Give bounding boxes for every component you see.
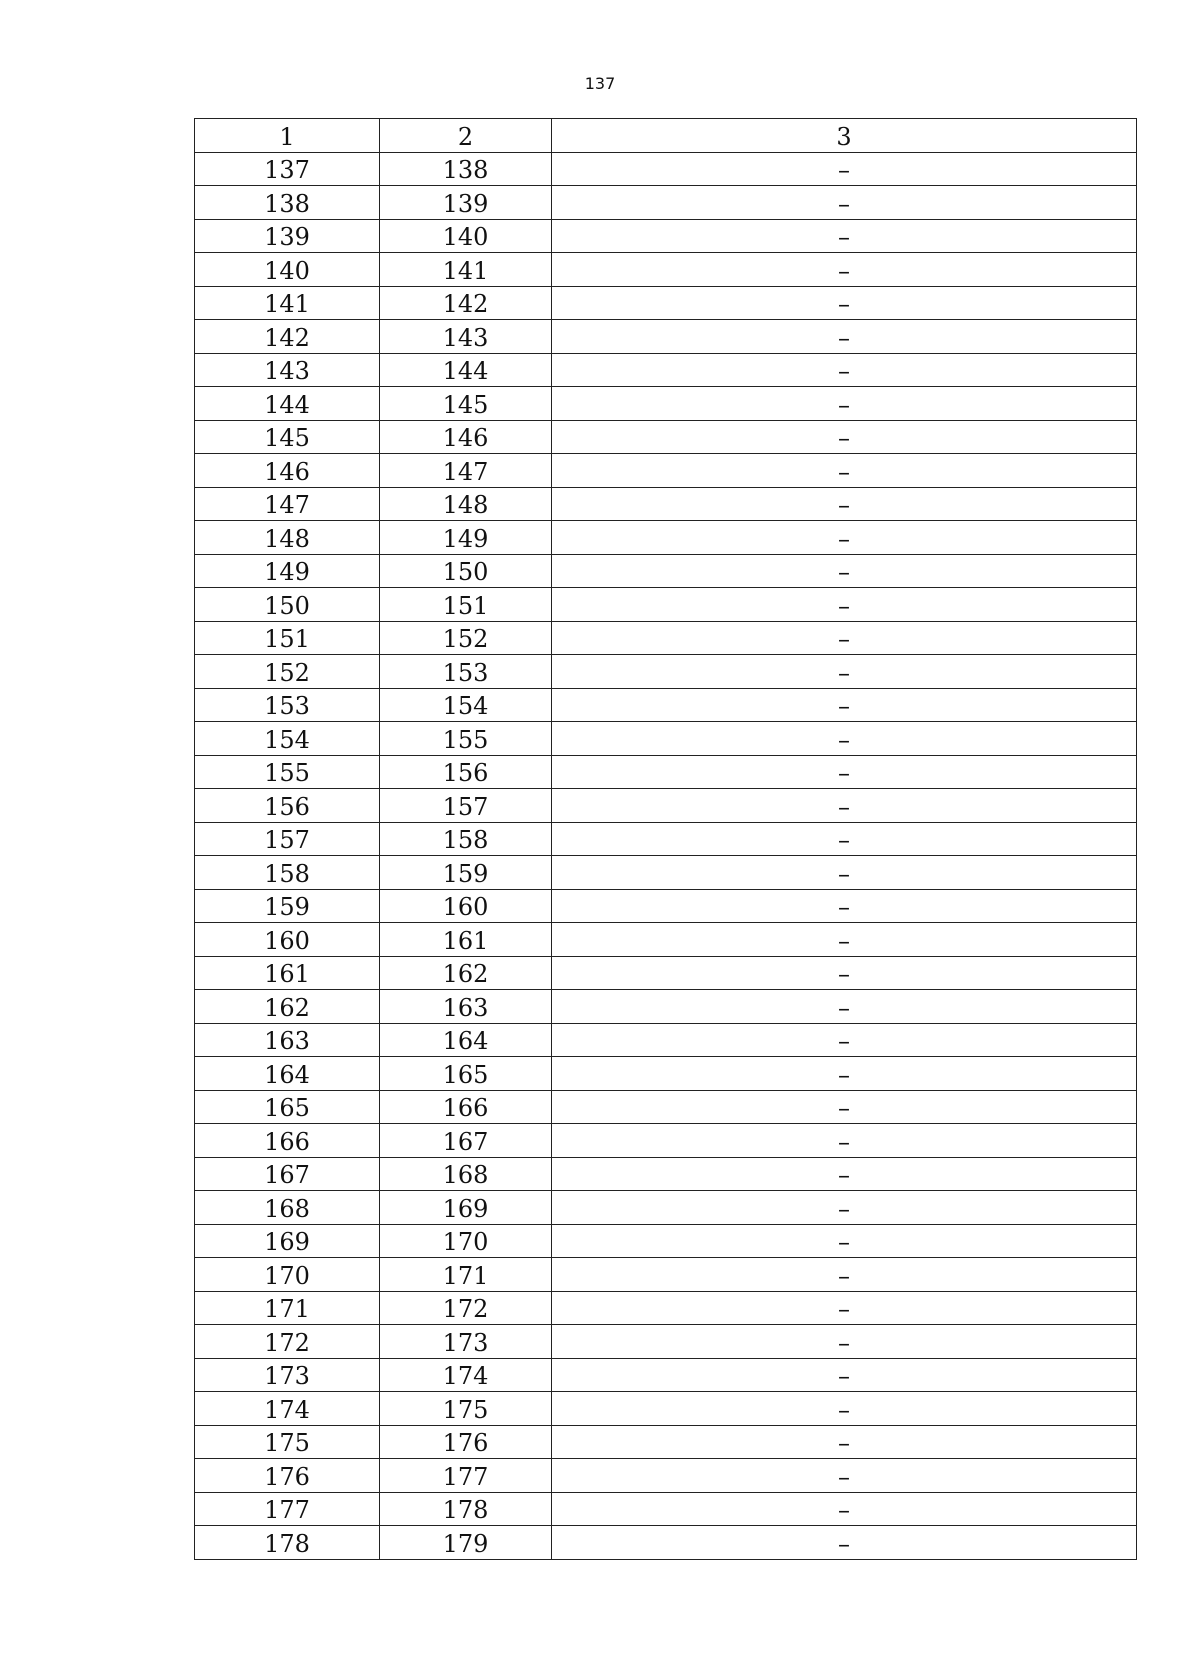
table-cell-col-3: – [552, 688, 1137, 722]
table-cell-col-2: 175 [380, 1392, 552, 1426]
page-number: 137 [584, 74, 616, 93]
table-cell-col-2: 146 [380, 420, 552, 454]
table-cell-col-2: 153 [380, 655, 552, 689]
table-cell-col-2: 172 [380, 1291, 552, 1325]
table-cell-col-3: – [552, 621, 1137, 655]
table-row [195, 588, 1137, 622]
table-cell-col-1: 145 [195, 420, 380, 454]
table-row [195, 554, 1137, 588]
table-row [195, 1358, 1137, 1392]
table-cell-col-3: – [552, 1057, 1137, 1091]
table-cell-col-3: – [552, 789, 1137, 823]
table-cell-col-1: 158 [195, 856, 380, 890]
table-cell-col-1: 140 [195, 253, 380, 287]
table-cell-col-1: 152 [195, 655, 380, 689]
table-cell-col-1: 150 [195, 588, 380, 622]
column-header-3: 3 [552, 119, 1137, 153]
column-header-2: 2 [380, 119, 552, 153]
table-cell-col-3: – [552, 1325, 1137, 1359]
table-cell-col-2: 159 [380, 856, 552, 890]
table-cell-col-2: 178 [380, 1492, 552, 1526]
table-cell-col-2: 140 [380, 219, 552, 253]
table-cell-col-1: 142 [195, 320, 380, 354]
table-cell-col-3: – [552, 1090, 1137, 1124]
table-row [195, 286, 1137, 320]
table-row [195, 856, 1137, 890]
table-cell-col-1: 171 [195, 1291, 380, 1325]
table-cell-col-3: – [552, 1492, 1137, 1526]
table-cell-col-3: – [552, 353, 1137, 387]
table-cell-col-2: 158 [380, 822, 552, 856]
table-row [195, 487, 1137, 521]
table-row [195, 387, 1137, 421]
table-row [195, 1023, 1137, 1057]
table-cell-col-1: 149 [195, 554, 380, 588]
table-cell-col-1: 156 [195, 789, 380, 823]
table-row [195, 152, 1137, 186]
table-cell-col-1: 170 [195, 1258, 380, 1292]
table-cell-col-2: 144 [380, 353, 552, 387]
table-cell-col-1: 159 [195, 889, 380, 923]
table-row [195, 1459, 1137, 1493]
table-cell-col-1: 143 [195, 353, 380, 387]
table-cell-col-1: 153 [195, 688, 380, 722]
table-cell-col-2: 138 [380, 152, 552, 186]
table-cell-col-1: 164 [195, 1057, 380, 1091]
table-cell-col-1: 137 [195, 152, 380, 186]
table-cell-col-3: – [552, 1459, 1137, 1493]
table-row [195, 621, 1137, 655]
table-cell-col-1: 166 [195, 1124, 380, 1158]
table-cell-col-3: – [552, 1526, 1137, 1560]
table-cell-col-3: – [552, 320, 1137, 354]
table-row [195, 990, 1137, 1024]
table-row [195, 219, 1137, 253]
table-cell-col-1: 138 [195, 186, 380, 220]
table-cell-col-3: – [552, 755, 1137, 789]
table-row [195, 454, 1137, 488]
table-cell-col-1: 165 [195, 1090, 380, 1124]
table-row [195, 1258, 1137, 1292]
table-cell-col-3: – [552, 420, 1137, 454]
table-cell-col-2: 173 [380, 1325, 552, 1359]
table-cell-col-1: 161 [195, 956, 380, 990]
table-cell-col-2: 156 [380, 755, 552, 789]
table-header-row [195, 119, 1137, 153]
table-cell-col-1: 168 [195, 1191, 380, 1225]
table-row [195, 521, 1137, 555]
table-cell-col-1: 167 [195, 1157, 380, 1191]
table-cell-col-3: – [552, 152, 1137, 186]
table-cell-col-2: 174 [380, 1358, 552, 1392]
table-row [195, 1392, 1137, 1426]
table-cell-col-3: – [552, 856, 1137, 890]
table-cell-col-3: – [552, 554, 1137, 588]
table-cell-col-2: 167 [380, 1124, 552, 1158]
table-cell-col-2: 142 [380, 286, 552, 320]
table-cell-col-3: – [552, 1124, 1137, 1158]
table-cell-col-2: 160 [380, 889, 552, 923]
table-cell-col-2: 154 [380, 688, 552, 722]
table-row [195, 1492, 1137, 1526]
table-row [195, 822, 1137, 856]
table-cell-col-1: 162 [195, 990, 380, 1024]
table-row [195, 186, 1137, 220]
table-cell-col-3: – [552, 722, 1137, 756]
table-cell-col-3: – [552, 1224, 1137, 1258]
table-body [195, 152, 1137, 1559]
table-cell-col-1: 139 [195, 219, 380, 253]
table-row [195, 1325, 1137, 1359]
table-cell-col-1: 155 [195, 755, 380, 789]
table-cell-col-3: – [552, 387, 1137, 421]
table-row [195, 889, 1137, 923]
table-cell-col-2: 148 [380, 487, 552, 521]
table-cell-col-1: 154 [195, 722, 380, 756]
table-cell-col-2: 161 [380, 923, 552, 957]
column-header-1: 1 [195, 119, 380, 153]
table-cell-col-3: – [552, 990, 1137, 1024]
table-row [195, 1157, 1137, 1191]
table-cell-col-1: 176 [195, 1459, 380, 1493]
table-cell-col-2: 152 [380, 621, 552, 655]
table-cell-col-1: 163 [195, 1023, 380, 1057]
table-cell-col-2: 149 [380, 521, 552, 555]
table-cell-col-3: – [552, 1258, 1137, 1292]
table-cell-col-2: 150 [380, 554, 552, 588]
table-cell-col-3: – [552, 1358, 1137, 1392]
table-cell-col-2: 141 [380, 253, 552, 287]
table-cell-col-2: 157 [380, 789, 552, 823]
table-cell-col-2: 177 [380, 1459, 552, 1493]
table-row [195, 1124, 1137, 1158]
table-cell-col-3: – [552, 1425, 1137, 1459]
table-row [195, 253, 1137, 287]
table-cell-col-3: – [552, 1191, 1137, 1225]
table-cell-col-1: 178 [195, 1526, 380, 1560]
table-cell-col-2: 151 [380, 588, 552, 622]
table-cell-col-3: – [552, 889, 1137, 923]
table-row [195, 755, 1137, 789]
table-cell-col-1: 175 [195, 1425, 380, 1459]
table-row [195, 420, 1137, 454]
table-row [195, 353, 1137, 387]
table-cell-col-1: 148 [195, 521, 380, 555]
table-row [195, 1526, 1137, 1560]
table-cell-col-3: – [552, 219, 1137, 253]
table-cell-col-2: 139 [380, 186, 552, 220]
table-cell-col-2: 155 [380, 722, 552, 756]
table-cell-col-3: – [552, 956, 1137, 990]
table-cell-col-2: 166 [380, 1090, 552, 1124]
table-cell-col-1: 172 [195, 1325, 380, 1359]
table-row [195, 956, 1137, 990]
table-cell-col-1: 157 [195, 822, 380, 856]
table-cell-col-1: 146 [195, 454, 380, 488]
table-cell-col-1: 169 [195, 1224, 380, 1258]
table-cell-col-3: – [552, 186, 1137, 220]
table-cell-col-1: 173 [195, 1358, 380, 1392]
table-row [195, 655, 1137, 689]
table-row [195, 1191, 1137, 1225]
table-row [195, 320, 1137, 354]
data-table [194, 118, 1137, 1560]
table-row [195, 789, 1137, 823]
table-cell-col-3: – [552, 655, 1137, 689]
table-cell-col-1: 147 [195, 487, 380, 521]
table-cell-col-2: 171 [380, 1258, 552, 1292]
table-cell-col-2: 176 [380, 1425, 552, 1459]
table-cell-col-1: 141 [195, 286, 380, 320]
table-cell-col-2: 169 [380, 1191, 552, 1225]
table-cell-col-2: 179 [380, 1526, 552, 1560]
table-cell-col-3: – [552, 487, 1137, 521]
table-cell-col-1: 160 [195, 923, 380, 957]
table-row [195, 688, 1137, 722]
table-row [195, 1057, 1137, 1091]
table-cell-col-2: 163 [380, 990, 552, 1024]
table-row [195, 722, 1137, 756]
table-cell-col-3: – [552, 1392, 1137, 1426]
table-row [195, 923, 1137, 957]
table-cell-col-3: – [552, 521, 1137, 555]
table-cell-col-3: – [552, 588, 1137, 622]
table-cell-col-2: 165 [380, 1057, 552, 1091]
table-cell-col-1: 177 [195, 1492, 380, 1526]
table-cell-col-2: 145 [380, 387, 552, 421]
table-cell-col-3: – [552, 286, 1137, 320]
table-cell-col-2: 143 [380, 320, 552, 354]
table-cell-col-3: – [552, 923, 1137, 957]
table-cell-col-2: 147 [380, 454, 552, 488]
table-cell-col-3: – [552, 454, 1137, 488]
table-cell-col-3: – [552, 1023, 1137, 1057]
table-cell-col-3: – [552, 822, 1137, 856]
table-cell-col-2: 162 [380, 956, 552, 990]
table-cell-col-1: 151 [195, 621, 380, 655]
table-cell-col-1: 174 [195, 1392, 380, 1426]
table-cell-col-3: – [552, 1291, 1137, 1325]
table-row [195, 1291, 1137, 1325]
table-cell-col-2: 170 [380, 1224, 552, 1258]
table-row [195, 1425, 1137, 1459]
table-cell-col-3: – [552, 253, 1137, 287]
table-cell-col-3: – [552, 1157, 1137, 1191]
table-cell-col-2: 168 [380, 1157, 552, 1191]
table-cell-col-2: 164 [380, 1023, 552, 1057]
table-cell-col-1: 144 [195, 387, 380, 421]
table-row [195, 1090, 1137, 1124]
table-row [195, 1224, 1137, 1258]
